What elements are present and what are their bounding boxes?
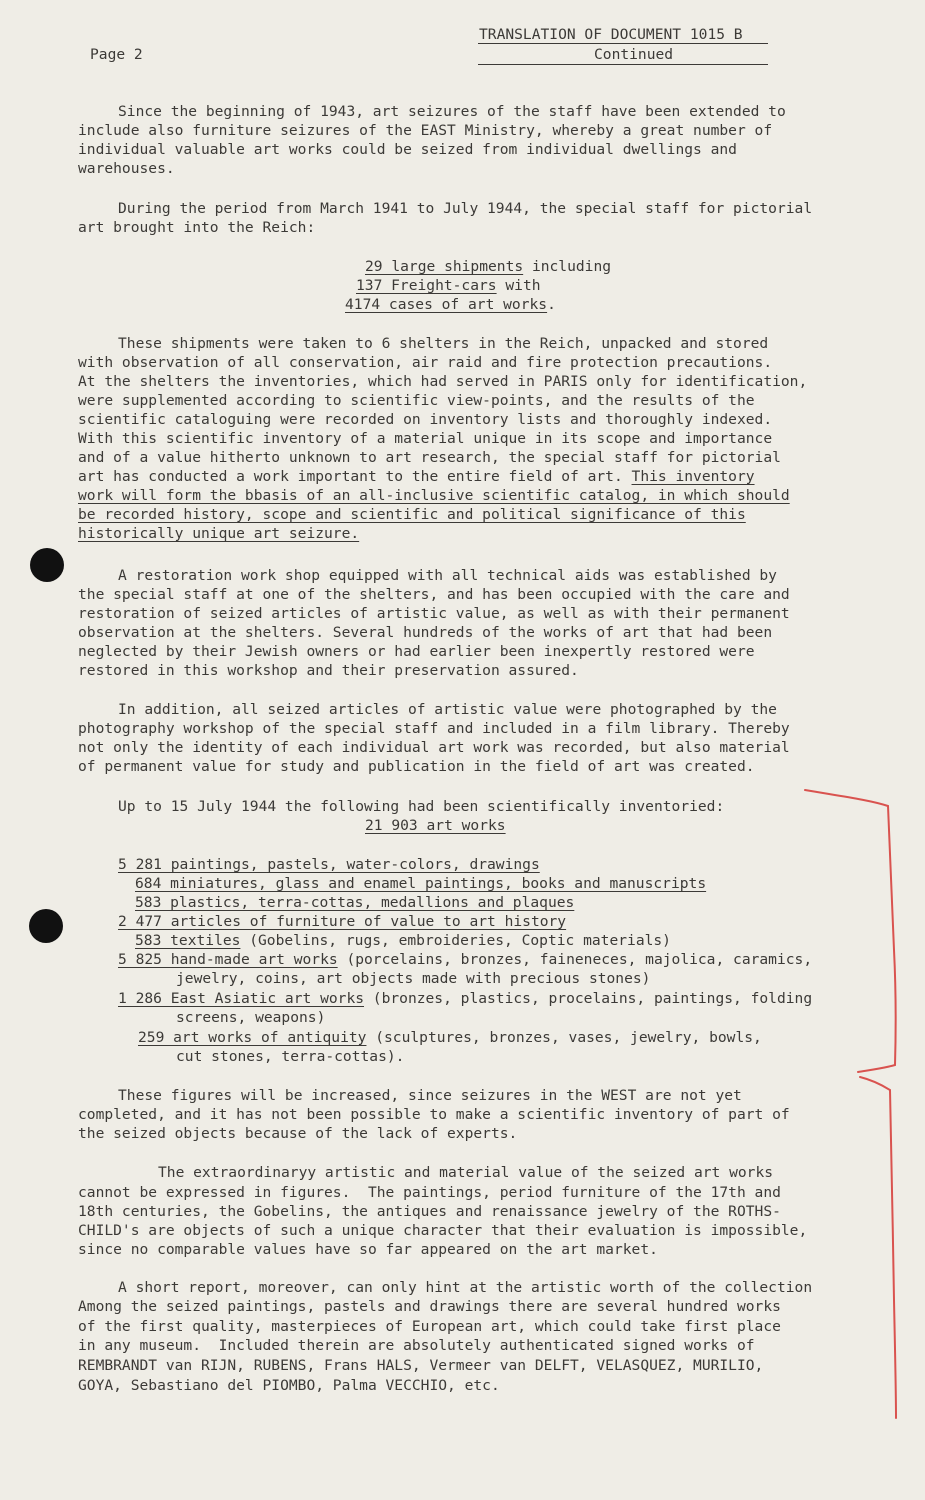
title-rule xyxy=(478,43,768,44)
text-span: art has conducted a work important to the entire field of art. xyxy=(78,468,632,485)
text-line: the special staff at one of the shelters, and has been occupied with the care and xyxy=(78,586,790,603)
underlined-line: work will form the bbasis of an all-inclusive scientific catalog, in which should xyxy=(78,487,790,504)
inventory-intro: Up to 15 July 1944 the following had been scientifically inventoried: xyxy=(118,798,725,815)
shipment-count: 29 large shipments xyxy=(365,258,524,275)
text-line: These figures will be increased, since seizures in the WEST are not yet xyxy=(118,1087,742,1104)
inventory-item-continued: jewelry, coins, art objects made with precious stones) xyxy=(176,970,651,987)
document-title: TRANSLATION OF DOCUMENT 1015 B xyxy=(479,26,743,43)
text-line: REMBRANDT van RIJN, RUBENS, Frans HALS, Vermeer van DELFT, VELASQUEZ, MURILIO, xyxy=(78,1357,764,1374)
text-line: scientific cataloguing were recorded on inventory lists and thoroughly indexed. xyxy=(78,411,773,428)
text-line: restored in this workshop and their preservation assured. xyxy=(78,662,579,679)
document-subtitle: Continued xyxy=(594,46,674,63)
text-line: neglected by their Jewish owners or had earlier been inexpertly restored were xyxy=(78,643,755,660)
inventory-total: 21 903 art works xyxy=(365,817,506,834)
text-line: restoration of seized articles of artistic value, as well as with their permanent xyxy=(78,605,790,622)
inventory-item xyxy=(138,1028,762,1047)
shipment-count: 4174 cases of art works xyxy=(345,296,548,313)
inventory-item-continued: cut stones, terra-cottas). xyxy=(176,1048,405,1065)
text-line: with observation of all conservation, air raid and fire protection precautions. xyxy=(78,354,773,371)
text-line: 18th centuries, the Gobelins, the antiques and renaissance jewelry of the ROTHS- xyxy=(78,1203,781,1220)
shipment-line xyxy=(365,257,611,276)
inventory-detail: (porcelains, bronzes, faineneces, majolica, caramics, xyxy=(337,951,813,968)
text-line: The extraordinaryy artistic and material value of the seized art works xyxy=(158,1164,774,1181)
inventory-detail: (bronzes, plastics, procelains, paintings, folding xyxy=(364,990,813,1007)
underlined-line: be recorded history, scope and scientific and political significance of this xyxy=(78,506,746,523)
text-line: CHILD's are objects of such a unique character that their evaluation is impossible, xyxy=(78,1222,808,1239)
shipment-rest: including xyxy=(523,258,612,275)
text-line: were supplemented according to scientific view-points, and the results of the xyxy=(78,392,755,409)
text-line: of permanent value for study and publication in the field of art was created. xyxy=(78,758,755,775)
text-line: Among the seized paintings, pastels and drawings there are several hundred works xyxy=(78,1298,781,1315)
inventory-item xyxy=(135,893,574,912)
text-line: GOYA, Sebastiano del PIOMBO, Palma VECCHIO, etc. xyxy=(78,1377,500,1394)
page-number: Page 2 xyxy=(90,46,143,63)
inventory-count: 2 477 articles of furniture of value to art history xyxy=(118,913,567,930)
inventory-detail: (Gobelins, rugs, embroideries, Coptic materials) xyxy=(240,932,671,949)
text-line: in any museum. Included therein are absolutely authenticated signed works of xyxy=(78,1337,755,1354)
shipment-rest: . xyxy=(547,296,556,313)
inventory-count: 5 825 hand-made art works xyxy=(118,951,338,968)
inventory-count: 583 plastics, terra-cottas, medallions and plaques xyxy=(135,894,575,911)
inventory-count: 5 281 paintings, pastels, water-colors, drawings xyxy=(118,856,540,873)
inventory-count: 259 art works of antiquity xyxy=(138,1029,367,1046)
inventory-item xyxy=(118,950,812,969)
text-line: photography workshop of the special staff and included in a film library. Thereby xyxy=(78,720,790,737)
text-line: cannot be expressed in figures. The paintings, period furniture of the 17th and xyxy=(78,1184,781,1201)
text-line: completed, and it has not been possible to make a scientific inventory of part of xyxy=(78,1106,790,1123)
shipment-rest: with xyxy=(496,277,541,294)
text-line: A restoration work shop equipped with all technical aids was established by xyxy=(118,567,777,584)
text-line: During the period from March 1941 to July 1944, the special staff for pictorial xyxy=(118,200,813,217)
shipment-line xyxy=(345,295,556,314)
inventory-count: 583 textiles xyxy=(135,932,241,949)
text-line: include also furniture seizures of the EAST Ministry, whereby a great number of xyxy=(78,122,773,139)
punch-hole xyxy=(29,909,63,943)
text-line xyxy=(78,467,755,486)
text-line: A short report, moreover, can only hint at the artistic worth of the collection xyxy=(118,1279,813,1296)
text-line: of the first quality, masterpieces of European art, which could take first place xyxy=(78,1318,781,1335)
underlined-span: This inventory xyxy=(631,468,755,485)
inventory-count: 684 miniatures, glass and enamel paintings, books and manuscripts xyxy=(135,875,707,892)
punch-hole xyxy=(30,548,64,582)
underlined-line: historically unique art seizure. xyxy=(78,525,360,542)
text-line: observation at the shelters. Several hundreds of the works of art that had been xyxy=(78,624,773,641)
inventory-count: 1 286 East Asiatic art works xyxy=(118,990,365,1007)
text-line: With this scientific inventory of a material unique in its scope and importance xyxy=(78,430,773,447)
inventory-item xyxy=(118,912,566,931)
inventory-item xyxy=(118,855,540,874)
inventory-item xyxy=(135,931,671,950)
inventory-item-continued: screens, weapons) xyxy=(176,1009,326,1026)
text-line: and of a value hitherto unknown to art research, the special staff for pictorial xyxy=(78,449,781,466)
inventory-detail: (sculptures, bronzes, vases, jewelry, bowls, xyxy=(366,1029,762,1046)
text-line: the seized objects because of the lack of experts. xyxy=(78,1125,518,1142)
text-line: Since the beginning of 1943, art seizures of the staff have been extended to xyxy=(118,103,786,120)
text-line: art brought into the Reich: xyxy=(78,219,316,236)
inventory-item xyxy=(118,989,812,1008)
text-line: At the shelters the inventories, which had served in PARIS only for identification, xyxy=(78,373,808,390)
text-line: since no comparable values have so far appeared on the art market. xyxy=(78,1241,658,1258)
text-line: warehouses. xyxy=(78,160,175,177)
shipment-line xyxy=(356,276,541,295)
text-line: In addition, all seized articles of artistic value were photographed by the xyxy=(118,701,777,718)
text-line: individual valuable art works could be seized from individual dwellings and xyxy=(78,141,737,158)
subtitle-rule xyxy=(478,64,768,65)
shipment-count: 137 Freight-cars xyxy=(356,277,497,294)
text-line: not only the identity of each individual art work was recorded, but also material xyxy=(78,739,790,756)
text-line: These shipments were taken to 6 shelters in the Reich, unpacked and stored xyxy=(118,335,769,352)
inventory-item xyxy=(135,874,706,893)
